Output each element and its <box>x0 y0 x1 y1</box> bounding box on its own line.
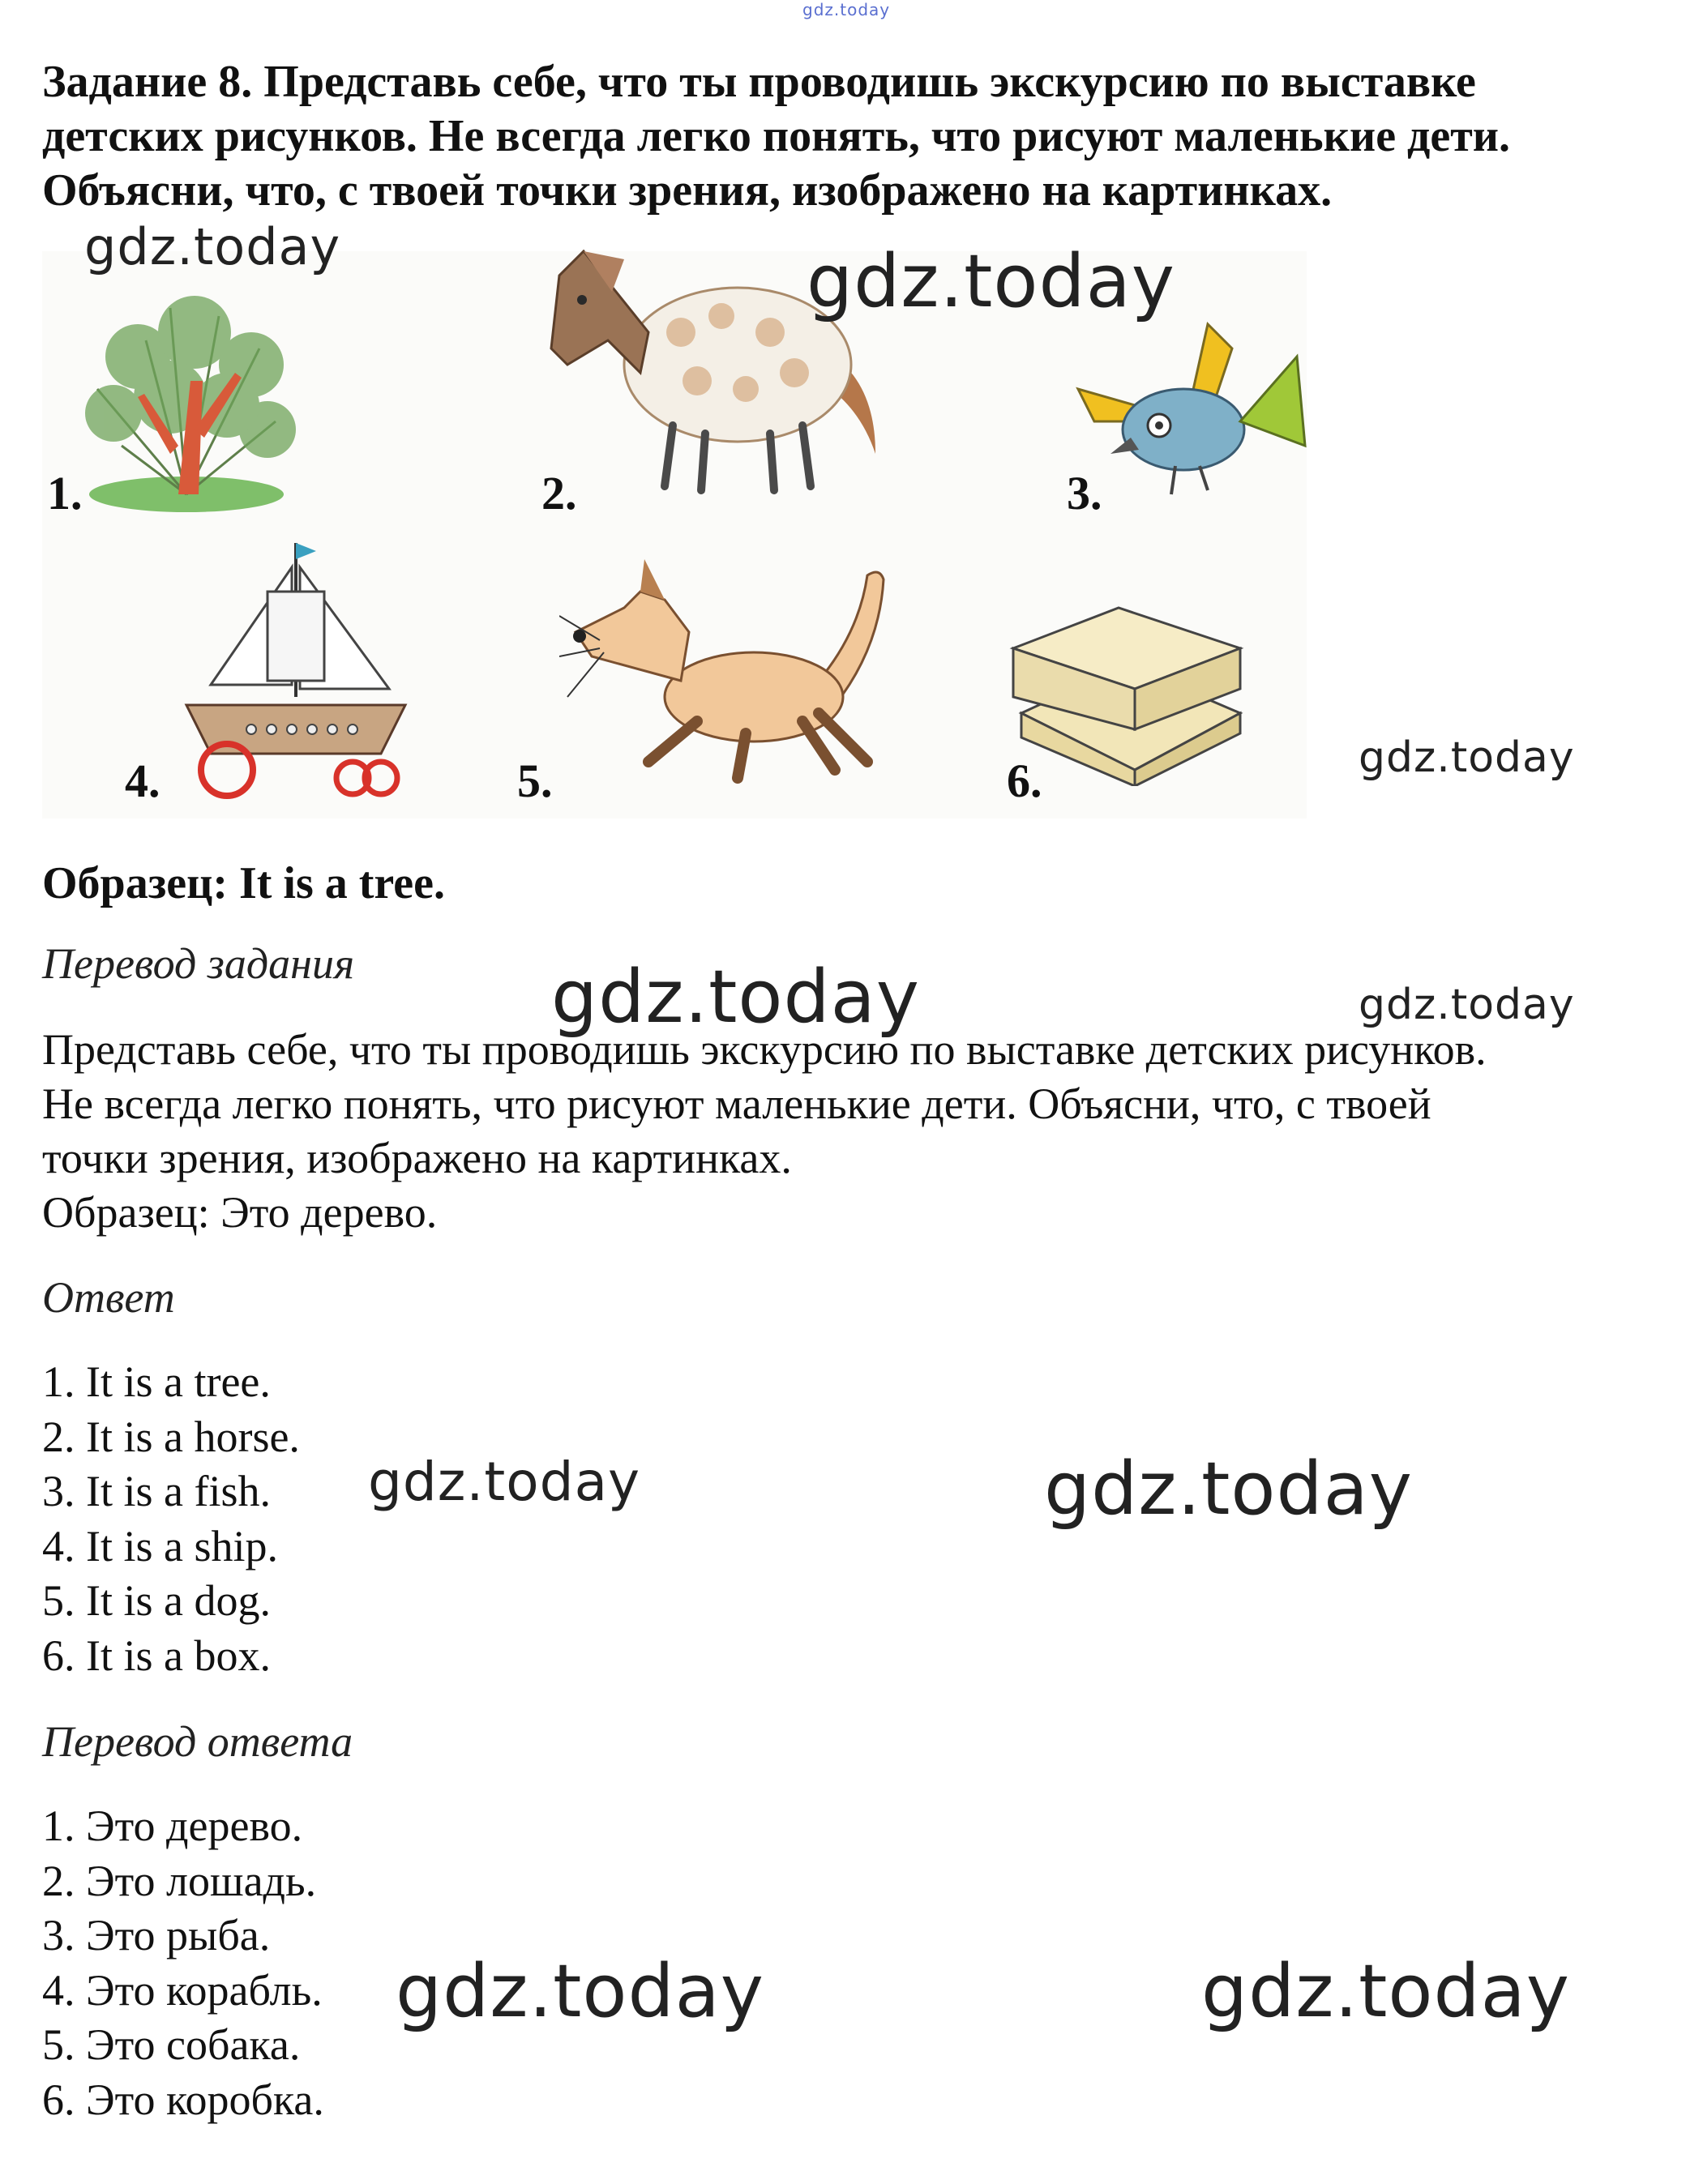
watermark-2: gdz.today <box>807 239 1176 324</box>
answer-item: 1. It is a tree. <box>42 1357 271 1406</box>
translation-task-line: точки зрения, изображено на картинках. <box>42 1134 792 1182</box>
watermark-8: gdz.today <box>396 1949 765 2034</box>
task-text: Задание 8. Представь себе, что ты проводишь экскурсию по выставке детских рисунков. Не всегда легко понять, что рисуют маленькие дети. Объясни, что, с твоей точки зрения, изображено на картинках. <box>42 57 1511 216</box>
picture-4-number: 4. <box>125 754 160 807</box>
translation-answer-heading: Перевод ответа <box>42 1717 353 1766</box>
watermark-1: gdz.today <box>84 217 341 276</box>
translation-answer-item: 3. Это рыба. <box>42 1911 271 1960</box>
tree-icon <box>49 267 308 519</box>
translation-answer-item: 5. Это собака. <box>42 2020 301 2069</box>
translation-task-heading: Перевод задания <box>42 939 355 988</box>
translation-answer-item: 6. Это коробка. <box>42 2075 324 2124</box>
watermark-3: gdz.today <box>1359 733 1575 782</box>
sample-text: Образец: It is a tree. <box>42 858 445 908</box>
translation-answer-list <box>42 1799 324 2127</box>
watermark-9: gdz.today <box>1201 1949 1571 2034</box>
watermark-6: gdz.today <box>368 1451 641 1513</box>
picture-2-number: 2. <box>541 467 577 519</box>
answer-item: 5. It is a dog. <box>42 1576 271 1625</box>
picture-4 <box>178 535 413 810</box>
translation-task-line: Представь себе, что ты проводишь экскурсию по выставке детских рисунков. <box>42 1025 1487 1074</box>
picture-1 <box>49 267 308 519</box>
answer-item: 3. It is a fish. <box>42 1467 271 1515</box>
answer-heading: Ответ <box>42 1273 175 1322</box>
translation-task-text <box>42 1023 1487 1240</box>
watermark-5: gdz.today <box>1359 981 1575 1029</box>
answer-item: 2. It is a horse. <box>42 1412 300 1461</box>
picture-5-number: 5. <box>517 754 553 807</box>
watermark-7: gdz.today <box>1044 1447 1414 1532</box>
answer-item: 4. It is a ship. <box>42 1521 278 1571</box>
translation-answer-item: 4. Это корабль. <box>42 1965 323 2015</box>
translation-task-line: Не всегда легко понять, что рисуют маленькие дети. Объясни, что, с твоей <box>42 1079 1431 1128</box>
translation-task-line: Образец: Это дерево. <box>42 1188 438 1237</box>
translation-answer-item: 1. Это дерево. <box>42 1801 303 1850</box>
picture-5 <box>559 559 908 794</box>
ship-on-wheels-icon <box>178 535 413 810</box>
picture-1-number: 1. <box>47 467 83 519</box>
answer-item: 6. It is a box. <box>42 1631 271 1680</box>
picture-6-number: 6. <box>1007 754 1042 807</box>
translation-answer-item: 2. Это лошадь. <box>42 1856 317 1905</box>
watermark-4: gdz.today <box>551 955 921 1040</box>
cat-dog-icon <box>559 559 908 794</box>
answer-list <box>42 1355 300 1683</box>
watermark-top: gdz.today <box>802 0 891 19</box>
bird-fish-icon <box>1070 316 1313 502</box>
picture-3 <box>1070 316 1313 502</box>
picture-3-number: 3. <box>1067 467 1102 519</box>
